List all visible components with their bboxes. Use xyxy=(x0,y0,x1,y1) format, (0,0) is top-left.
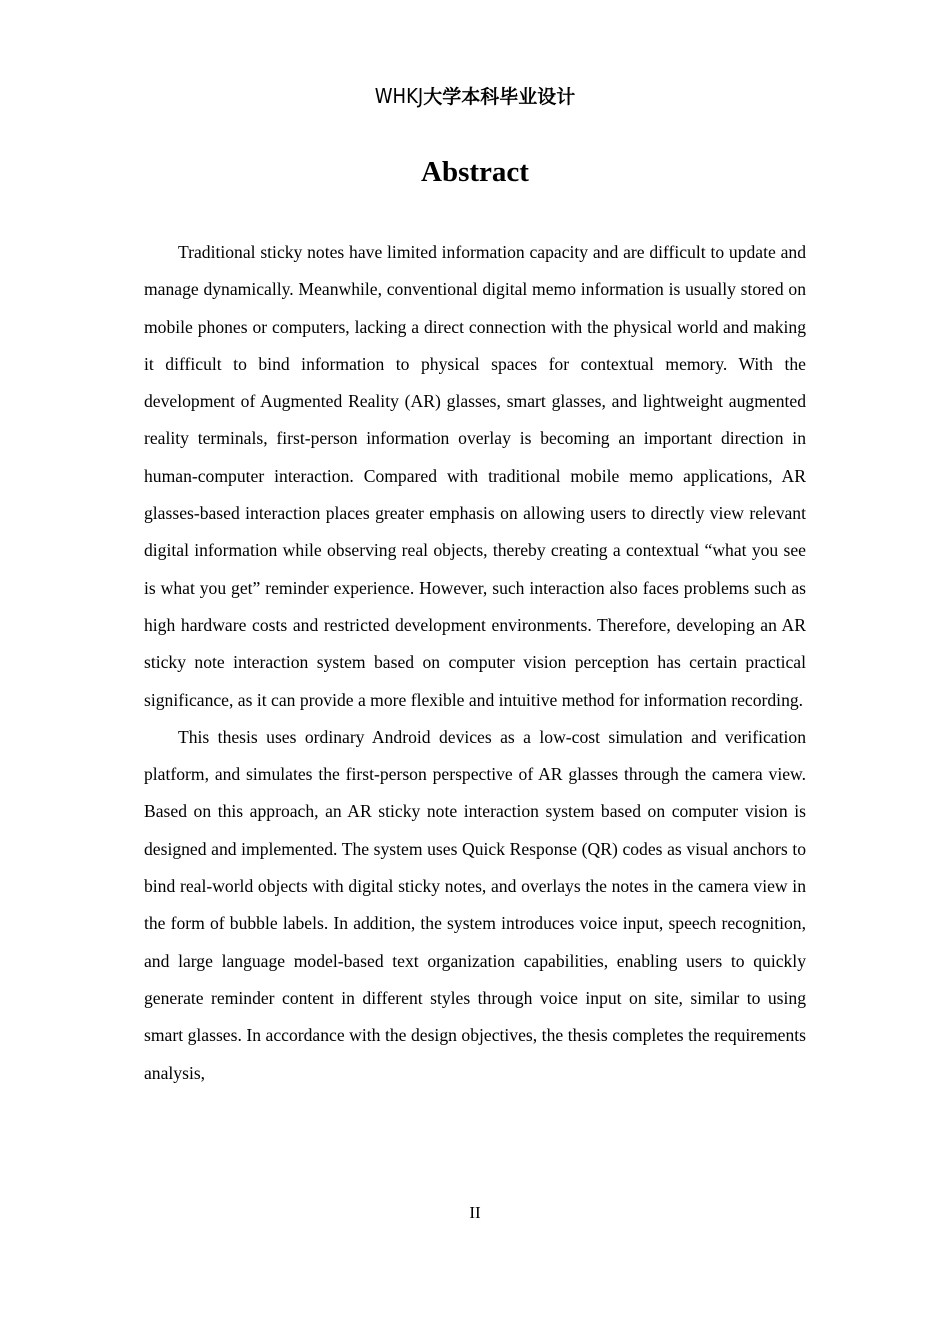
running-header xyxy=(0,83,950,110)
page-title: Abstract xyxy=(421,156,529,188)
header-institution: WHKJ xyxy=(374,84,424,108)
abstract-paragraph: Traditional sticky notes have limited information capacity and are difficult to update and manage dynamically. Meanwhile, conventional digital memo information is usually stored on mobile phones or computers, lacking a direct connection with the physical world and making it difficult to bind information to physical spaces for contextual memory. With the development of Augmented Reality (AR) glasses, smart glasses, and lightweight augmented reality terminals, first-person information overlay is becoming an important direction in human-computer interaction. Compared with traditional mobile memo applications, AR glasses-based interaction places greater emphasis on allowing users to directly view relevant digital information while observing real objects, thereby creating a contextual “what you see is what you get” reminder experience. However, such interaction also faces problems such as high hardware costs and restricted development environments. Therefore, developing an AR sticky note interaction system based on computer vision perception has certain practical significance, as it can provide a more flexible and intuitive method for information recording. xyxy=(144,242,806,710)
abstract-body xyxy=(144,234,806,1092)
header-subtitle: 大学本科毕业设计 xyxy=(423,86,576,108)
abstract-paragraph: This thesis uses ordinary Android devices as a low-cost simulation and verification platform, and simulates the first-person perspective of AR glasses through the camera view. Based on this approach, an AR sticky note interaction system based on computer vision is designed and implemented. The system uses Quick Response (QR) codes as visual anchors to bind real-world objects with digital sticky notes, and overlays the notes in the camera view in the form of bubble labels. In addition, the system introduces voice input, speech recognition, and large language model-based text organization capabilities, enabling users to quickly generate reminder content in different styles through voice input on site, similar to using smart glasses. In accordance with the design objectives, the thesis completes the requirements analysis, xyxy=(144,726,806,1083)
page-number: II xyxy=(469,1203,481,1222)
